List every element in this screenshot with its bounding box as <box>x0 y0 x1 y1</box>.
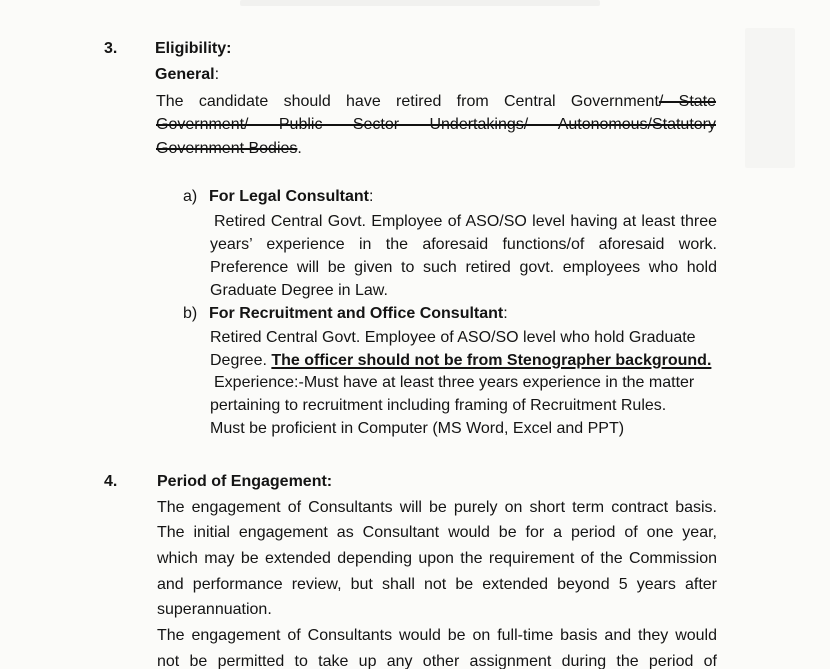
general-text-plain: The candidate should have retired from Central Government <box>156 93 659 110</box>
item-b-line-2-plain: Degree. <box>210 352 272 369</box>
item-a-marker: a) <box>183 188 198 205</box>
item-a-line-2: years’ experience in the aforesaid functions/of aforesaid work. <box>210 236 717 253</box>
item-a-line-3: Preference will be given to such retired govt. employees who hold <box>210 259 717 276</box>
item-b-underlined-note: The officer should not be from Stenographer background. <box>271 352 712 369</box>
item-b-line-5: Must be proficient in Computer (MS Word, Excel and PPT) <box>210 420 625 437</box>
general-text-strikethrough: / State <box>658 93 717 110</box>
section-3-number: 3. <box>104 40 118 57</box>
general-text-period: . <box>297 140 302 157</box>
general-text-line-3 <box>156 139 302 159</box>
general-subheading-text: General <box>155 66 215 83</box>
item-a-heading-text: For Legal Consultant <box>209 188 369 205</box>
item-a-heading-colon: : <box>369 188 374 205</box>
section-4-number: 4. <box>104 473 118 490</box>
general-text-line-2: Government/ Public Sector Undertakings/ Autonomous/Statutory <box>156 116 716 133</box>
item-b-line-2 <box>210 351 711 371</box>
section-4-line-2: The initial engagement as Consultant would be for a period of one year, <box>157 524 717 541</box>
item-a-heading <box>209 187 373 207</box>
general-text-strikethrough-end: Government Bodies <box>156 140 298 157</box>
item-b-line-1: Retired Central Govt. Employee of ASO/SO level who hold Graduate <box>210 329 696 346</box>
section-4-title: Period of Engagement: <box>157 473 333 490</box>
item-b-heading-colon: : <box>503 305 508 322</box>
section-4-line-4: and performance review, but shall not be extended beyond 5 years after <box>157 576 717 593</box>
general-subheading-colon: : <box>214 66 220 83</box>
general-text-line-1 <box>156 92 716 112</box>
scan-artifact <box>240 0 600 6</box>
scan-artifact <box>745 28 795 168</box>
item-b-heading-text: For Recruitment and Office Consultant <box>209 305 504 322</box>
section-4-line-3: which may be extended depending upon the requirement of the Commission <box>157 550 717 567</box>
section-4-line-7: not be permitted to take up any other assignment during the period of <box>157 653 717 669</box>
section-4-line-6: The engagement of Consultants would be on full-time basis and they would <box>157 627 717 644</box>
section-4-line-5: superannuation. <box>157 601 272 618</box>
item-b-line-3: Experience:-Must have at least three years experience in the matter <box>214 374 695 391</box>
item-a-line-1: Retired Central Govt. Employee of ASO/SO level having at least three <box>214 213 717 230</box>
item-b-line-4: pertaining to recruitment including framing of Recruitment Rules. <box>210 397 667 414</box>
item-a-line-4: Graduate Degree in Law. <box>210 282 388 299</box>
general-subheading <box>155 65 219 85</box>
item-b-marker: b) <box>183 305 198 322</box>
section-4-line-1: The engagement of Consultants will be purely on short term contract basis. <box>157 499 717 516</box>
section-3-title: Eligibility: <box>155 40 232 57</box>
item-b-heading <box>209 304 508 324</box>
